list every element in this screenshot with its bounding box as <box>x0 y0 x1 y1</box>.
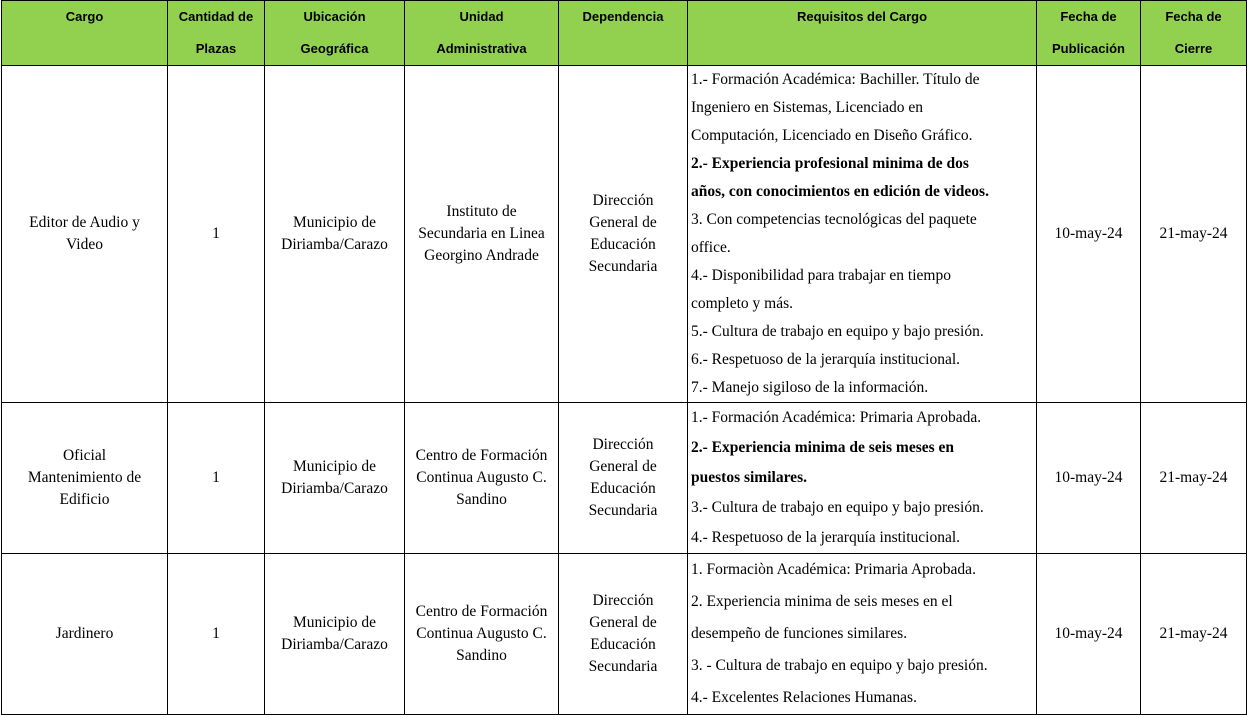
cell-line: Secundaria <box>588 658 658 675</box>
requirement-line: completo y más. <box>691 295 794 312</box>
header-ubicacion <box>265 1 405 66</box>
cell-line: Diriamba/Carazo <box>281 480 388 497</box>
cell-ubicacion <box>265 554 405 715</box>
cell-cargo <box>2 554 168 715</box>
cell-line: Municipio de <box>292 458 377 475</box>
requirement-line: 4.- Excelentes Relaciones Humanas. <box>691 689 917 706</box>
cell-line: Editor de Audio y <box>29 214 140 231</box>
header-line: Fecha de <box>1165 9 1222 24</box>
header-cantidad <box>168 1 265 66</box>
cell-line: General de <box>589 214 657 231</box>
cell-cargo <box>2 403 168 554</box>
cell-line: Sandino <box>456 647 507 664</box>
header-line: Publicación <box>1052 41 1125 56</box>
header-line: Cargo <box>65 9 104 24</box>
cell-fecha-publicacion: 10-may-24 <box>1037 554 1141 715</box>
cell-dependencia <box>559 66 688 403</box>
cell-line: General de <box>589 614 657 631</box>
header-line: Fecha de <box>1060 9 1117 24</box>
requirement-line: desempeño de funciones similares. <box>691 625 908 642</box>
cell-dependencia <box>559 403 688 554</box>
cell-ubicacion <box>265 403 405 554</box>
requirement-line: 2.- Experiencia profesional minima de dos <box>691 155 969 172</box>
cell-fecha-cierre: 21-may-24 <box>1141 554 1247 715</box>
table-row <box>2 554 1247 715</box>
requirement-line: 3. - Cultura de trabajo en equipo y bajo presión. <box>691 657 988 674</box>
header-line: Dependencia <box>582 9 664 24</box>
header-line: Plazas <box>195 41 237 56</box>
cell-cantidad: 1 <box>168 403 265 554</box>
requirement-line: 3.- Cultura de trabajo en equipo y bajo presión. <box>691 499 984 516</box>
cell-fecha-publicacion: 10-may-24 <box>1037 403 1141 554</box>
requirement-line: 2. Experiencia minima de seis meses en el <box>691 593 953 610</box>
cell-line: Oficial <box>62 447 107 464</box>
table-row <box>2 66 1247 403</box>
cell-line: Video <box>66 236 103 253</box>
header-dependencia <box>559 1 688 66</box>
cell-line: Dirección <box>592 592 654 609</box>
cell-requisitos <box>688 554 1037 715</box>
requirement-line: puestos similares. <box>691 469 807 486</box>
cell-fecha-cierre: 21-may-24 <box>1141 66 1247 403</box>
cell-ubicacion <box>265 66 405 403</box>
header-line: Geográfica <box>300 41 369 56</box>
cell-line: Secundaria <box>588 502 658 519</box>
cell-unidad <box>405 66 559 403</box>
requirement-line: office. <box>691 239 731 256</box>
cell-line: Dirección <box>592 192 654 209</box>
table-row <box>2 403 1247 554</box>
job-postings-table <box>1 0 1247 715</box>
cell-line: Instituto de <box>446 203 517 220</box>
cell-cantidad: 1 <box>168 554 265 715</box>
header-row <box>2 1 1247 66</box>
cell-line: Mantenimiento de <box>27 469 142 486</box>
cell-unidad <box>405 403 559 554</box>
requirement-line: 3. Con competencias tecnológicas del paquete <box>691 211 977 228</box>
cell-fecha-publicacion: 10-may-24 <box>1037 66 1141 403</box>
cell-line: Georgino Andrade <box>424 247 539 264</box>
requirement-line: 6.- Respetuoso de la jerarquía institucional. <box>691 351 961 368</box>
requirement-line: 2.- Experiencia minima de seis meses en <box>691 439 955 456</box>
cell-line: Municipio de <box>292 214 377 231</box>
cell-cantidad: 1 <box>168 66 265 403</box>
header-cargo <box>2 1 168 66</box>
header-requisitos <box>688 1 1037 66</box>
requirement-line: 1.- Formación Académica: Primaria Aprobada. <box>691 409 982 426</box>
requirement-line: años, con conocimientos en edición de videos. <box>691 183 989 200</box>
cell-line: Educación <box>590 236 656 253</box>
cell-line: Secundaria <box>588 258 658 275</box>
cell-line: Educación <box>590 480 656 497</box>
header-line: Unidad <box>459 9 504 24</box>
cell-line: Edificio <box>59 491 110 508</box>
requirement-line: 4.- Respetuoso de la jerarquía institucional. <box>691 529 961 546</box>
requirement-line: Computación, Licenciado en Diseño Gráfico. <box>691 127 973 144</box>
cell-line: Educación <box>590 636 656 653</box>
cell-line: General de <box>589 458 657 475</box>
cell-unidad <box>405 554 559 715</box>
requirement-line: Ingeniero en Sistemas, Licenciado en <box>691 99 923 116</box>
cell-line: Centro de Formación <box>415 603 548 620</box>
requirement-line: 7.- Manejo sigiloso de la información. <box>691 379 929 396</box>
cell-line: Dirección <box>592 436 654 453</box>
cell-line: Jardinero <box>55 625 114 642</box>
cell-line: Diriamba/Carazo <box>281 636 388 653</box>
requirement-line: 4.- Disponibilidad para trabajar en tiempo <box>691 267 951 284</box>
cell-cargo <box>2 66 168 403</box>
requirement-line: 1.- Formación Académica: Bachiller. Título de <box>691 71 980 88</box>
cell-requisitos <box>688 403 1037 554</box>
cell-line: Continua Augusto C. <box>416 469 547 486</box>
header-line: Ubicación <box>303 9 366 24</box>
header-line: Cierre <box>1174 41 1213 56</box>
cell-dependencia <box>559 554 688 715</box>
header-line: Administrativa <box>436 41 527 56</box>
cell-line: Municipio de <box>292 614 377 631</box>
cell-fecha-cierre: 21-may-24 <box>1141 403 1247 554</box>
header-fecha-cierre <box>1141 1 1247 66</box>
cell-line: Diriamba/Carazo <box>281 236 388 253</box>
header-fecha-publicacion <box>1037 1 1141 66</box>
cell-requisitos <box>688 66 1037 403</box>
header-unidad <box>405 1 559 66</box>
header-line: Requisitos del Cargo <box>796 9 928 24</box>
header-line: Cantidad de <box>178 9 254 24</box>
requirement-line: 1. Formaciòn Académica: Primaria Aprobada. <box>691 561 976 578</box>
requirement-line: 5.- Cultura de trabajo en equipo y bajo presión. <box>691 323 984 340</box>
cell-line: Centro de Formación <box>415 447 548 464</box>
cell-line: Sandino <box>456 491 507 508</box>
cell-line: Continua Augusto C. <box>416 625 547 642</box>
cell-line: Secundaria en Linea <box>418 225 545 242</box>
